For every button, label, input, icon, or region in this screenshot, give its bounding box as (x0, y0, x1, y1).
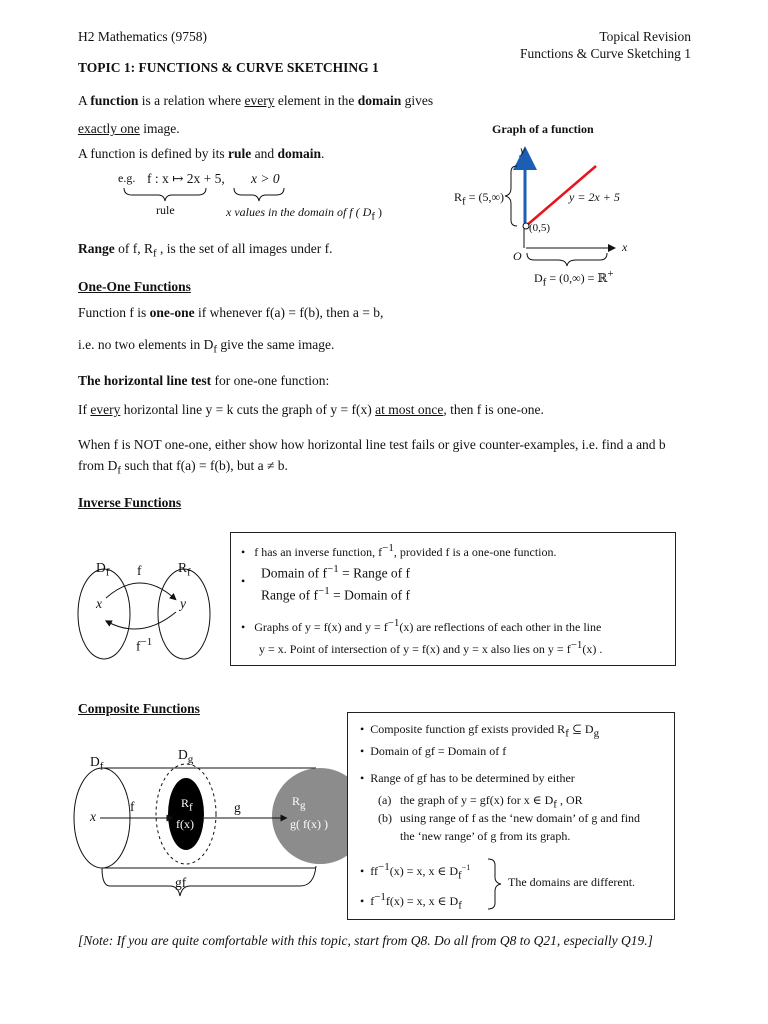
text: Domain of f (261, 565, 327, 581)
text: (x) . (582, 642, 603, 656)
graph-y-label: y (520, 143, 526, 157)
subscript: g (593, 727, 600, 740)
one-one-line2 (78, 336, 334, 357)
superscript: −1 (461, 863, 471, 872)
one-one-line6 (78, 457, 288, 478)
subscript: f (213, 343, 218, 356)
hlt-line (78, 372, 329, 390)
note: [Note: If you are quite comfortable with this topic, start from Q8. Do all from Q8 to Q21, especially Q19.] (78, 933, 653, 948)
text: (x) = x, x ∈ D (389, 864, 459, 878)
inv-bullet-2-line1 (261, 563, 410, 583)
superscript: −1 (377, 861, 390, 873)
text: = (0,∞) = ℝ (546, 271, 608, 285)
text: Range of gf has to be determined by either (370, 771, 575, 785)
text: is a relation where (138, 93, 245, 108)
superscript: −1 (382, 542, 394, 554)
domain-ellipse (78, 566, 130, 659)
comp-bullet-3: • Range of gf has to be determined by either (360, 771, 575, 785)
text: f (370, 894, 375, 908)
finv-arrow (108, 612, 176, 629)
function-def-line2 (78, 120, 180, 138)
comp-dg-label (178, 746, 193, 767)
inv-y-label: y (180, 596, 186, 611)
subscript: f (189, 801, 193, 814)
term-range: Range (78, 241, 115, 256)
comp-bullet-1: • Composite function gf exists provided $R_f$ ⊆ $D_g$ (360, 722, 600, 740)
comp-bullet-2: • Domain of gf = Domain of f (360, 744, 507, 758)
text: If (78, 402, 91, 417)
text: Graphs of y = f(x) and y = f (254, 620, 388, 634)
graph-title: Graph of a function (492, 122, 594, 136)
domains-brace (348, 713, 349, 714)
eg-label: e.g. (118, 171, 136, 185)
text: Function f is (78, 305, 150, 320)
function-def-line3 (78, 145, 324, 163)
superscript: + (607, 268, 614, 280)
comp-f-label: f (130, 799, 135, 814)
term-one-one: one-one (149, 305, 195, 320)
text: , provided f is a one-one function. (393, 545, 557, 559)
subscript: g (300, 799, 306, 812)
comp-bullet-4: • $ff^{-1}(x) = x$, x ∈ $D_f^{-1}$ (360, 861, 471, 882)
superscript: −1 (387, 617, 400, 629)
text: , OR (556, 793, 583, 807)
comp-g-label: g (234, 800, 241, 815)
superscript: −1 (374, 891, 386, 903)
text: give the same image. (217, 337, 335, 352)
comp-b3b-label: (b) (378, 811, 392, 825)
text: R (181, 796, 190, 810)
gf-brace (102, 866, 316, 896)
inv-rf-label (178, 559, 191, 580)
domain-brace (527, 253, 607, 266)
inv-bullet-3-line2 (259, 639, 602, 657)
comp-df-label (90, 753, 103, 774)
text: ⊆ D (568, 722, 594, 736)
text: D (96, 560, 106, 575)
text: R (454, 190, 463, 204)
range-line (78, 240, 333, 261)
inv-x-label: x (96, 596, 102, 611)
text: . (321, 146, 325, 161)
one-one-line1 (78, 304, 383, 322)
one-one-line4 (78, 401, 544, 419)
text-every: every (90, 402, 121, 417)
text: if whenever f(a) = f(b), then a = b, (194, 305, 384, 320)
text: ff (370, 864, 378, 878)
text: x values in the domain of f ( D (226, 205, 372, 219)
text-at-most-once: at most once (375, 402, 444, 417)
function-def-line1 (78, 92, 433, 110)
text: R (292, 794, 301, 808)
text: D (178, 747, 188, 762)
comp-b3b-text2: the ‘new range’ of g from its graph. (400, 829, 571, 843)
comp-fx-label: f(x) (176, 817, 194, 831)
one-one-heading: One-One Functions (78, 279, 191, 294)
text: and (251, 146, 278, 161)
text: = (5,∞) (465, 190, 505, 204)
inverse-heading: Inverse Functions (78, 495, 182, 510)
term-rule: rule (227, 146, 252, 161)
header-left: H2 Mathematics (9758) (78, 29, 207, 44)
text: for one-one function: (211, 373, 330, 388)
comp-gf-label: gf (175, 875, 187, 890)
inv-bullet-3-line1: • Graphs of y = f(x) and $y = f^{-1}(x)$ are reflections of each other in the line (241, 617, 602, 634)
one-one-line5: When f is NOT one-one, either show how horizontal line test fails or give counter-examples, i.e. find a and b (78, 437, 666, 452)
text: A function is defined by its (78, 146, 228, 161)
superscript: −1 (317, 585, 330, 597)
graph-range-label (454, 190, 504, 208)
subscript: f (565, 727, 569, 740)
text: = Domain of f (329, 587, 411, 603)
superscript: −1 (140, 636, 153, 648)
text: such that f(a) = f(b), but a ≠ b. (121, 458, 288, 473)
text: the graph of y = gf(x) for x ∈ D (400, 793, 554, 807)
comp-gfx-label: g( f(x) ) (290, 817, 328, 831)
subscript: f (542, 276, 547, 289)
comp-rf-label (181, 796, 193, 814)
subscript: g (187, 753, 194, 766)
header-right-line1: Topical Revision (599, 29, 691, 44)
text: R (178, 560, 188, 575)
text: horizontal line y = k cuts the graph of y = f(x) (120, 402, 376, 417)
text: y = x. Point of intersection of y = f(x) and y = x also lies on y = f (259, 642, 571, 656)
domain-label (226, 205, 382, 223)
term-horizontal-line-test: The horizontal line test (78, 373, 212, 388)
text: (x) are reflections of each other in the line (399, 620, 602, 634)
term-domain: domain (277, 146, 321, 161)
term-function: function (90, 93, 139, 108)
subscript: f (187, 566, 191, 579)
inv-df-label (96, 559, 109, 580)
comp-x-label: x (90, 809, 96, 824)
range-brace (505, 166, 517, 226)
text: Domain of gf = Domain of f (370, 744, 507, 758)
inv-bullet-2-dot: • (241, 574, 246, 588)
graph-x-label: x (622, 240, 628, 254)
text: i.e. no two elements in D (78, 337, 214, 352)
subscript: f (371, 210, 375, 223)
composite-heading: Composite Functions (78, 701, 200, 716)
composite-diagram (0, 0, 1, 1)
text-exactly-one: exactly one (78, 121, 140, 136)
text: gives (401, 93, 434, 108)
subscript: f (458, 869, 462, 882)
subscript: f (458, 899, 462, 912)
superscript: −1 (326, 563, 339, 575)
text: D (90, 754, 100, 769)
comp-bullet-5: • $f^{-1}f(x) = x$, x ∈ $D_f$ (360, 891, 462, 912)
subscript: f (553, 798, 557, 811)
text: of f, R (114, 241, 153, 256)
comp-b3a-text (400, 793, 583, 811)
text: A (78, 93, 91, 108)
header-right-line2: Functions & Curve Sketching 1 (520, 46, 691, 61)
comp-rg-label (292, 794, 306, 812)
text-every: every (244, 93, 275, 108)
subscript: f (153, 247, 157, 260)
superscript: −1 (570, 639, 583, 651)
text: , then f is one-one. (443, 402, 544, 417)
subscript: f (105, 566, 110, 579)
term-domain: domain (357, 93, 402, 108)
text: , is the set of all images under f. (156, 241, 333, 256)
graph-domain-label (534, 268, 614, 289)
graph-point-label: (0,5) (529, 222, 551, 234)
subscript: f (99, 760, 104, 773)
text: Range of f (261, 587, 318, 603)
rule-label: rule (156, 203, 175, 217)
text: f has an inverse function, f (254, 545, 383, 559)
inv-bullet-1: • f has an inverse function, $f^{-1}$, provided f is a one-one function. (241, 542, 557, 559)
text: image. (139, 121, 180, 136)
comp-b3a-label: (a) (378, 793, 392, 807)
range-ellipse (158, 566, 210, 659)
text: ) (374, 205, 382, 219)
graph-line-label: y = 2x + 5 (569, 190, 620, 204)
subscript: f (117, 464, 122, 477)
composite-box (347, 712, 675, 920)
inv-f-label: f (137, 563, 142, 578)
inverse-box (230, 532, 676, 666)
text: Composite function gf exists provided R (370, 722, 566, 736)
eg-domain: x > 0 (251, 171, 280, 186)
text: D (534, 271, 543, 285)
comp-b3b-text1: using range of f as the ‘new domain’ of g and find (400, 811, 641, 825)
text: = Range of f (338, 565, 411, 581)
inv-bullet-2-line2 (261, 585, 410, 605)
eg-rule: f : x ↦ 2x + 5, (147, 171, 225, 186)
domains-note: The domains are different. (508, 875, 636, 889)
subscript: f (462, 195, 466, 208)
topic-title: TOPIC 1: FUNCTIONS & CURVE SKETCHING 1 (78, 60, 379, 75)
text: element in the (274, 93, 358, 108)
inv-finv-label (136, 636, 152, 656)
text: from D (78, 458, 118, 473)
graph-origin-label: O (513, 249, 522, 263)
text: f(x) = x, x ∈ D (385, 894, 459, 908)
text: f (136, 638, 141, 654)
